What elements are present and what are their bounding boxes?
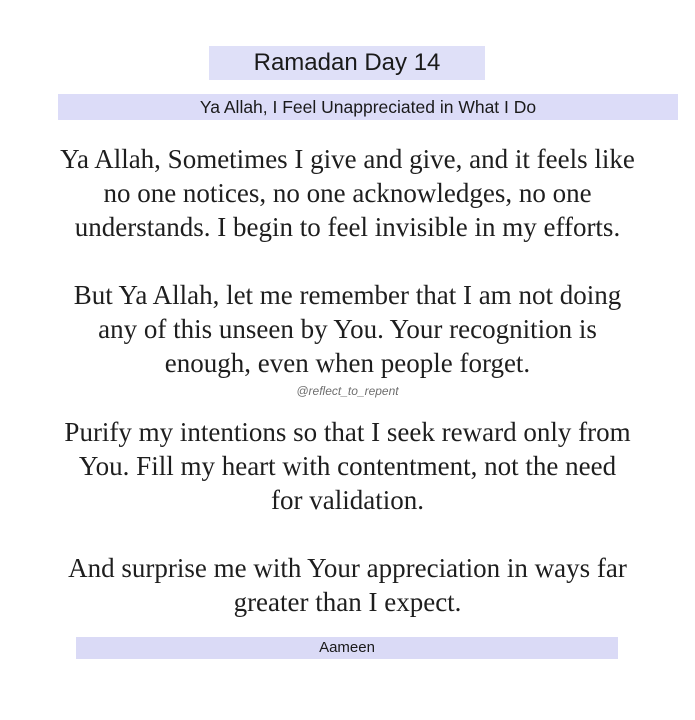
page-title: Ramadan Day 14 bbox=[209, 46, 485, 80]
page-subtitle: Ya Allah, I Feel Unappreciated in What I Do bbox=[58, 94, 678, 120]
paragraph-line: And surprise me with Your appreciation in ways far bbox=[68, 553, 627, 583]
paragraph-1 bbox=[20, 142, 675, 244]
paragraph-4 bbox=[20, 551, 675, 619]
paragraph-line: Purify my intentions so that I seek reward only from bbox=[64, 417, 631, 447]
paragraph-line: Ya Allah, Sometimes I give and give, and it feels like bbox=[60, 144, 635, 174]
closing-footer: Aameen bbox=[76, 637, 618, 659]
paragraph-line: But Ya Allah, let me remember that I am not doing bbox=[73, 280, 622, 310]
paragraph-3 bbox=[20, 415, 675, 517]
paragraph-2 bbox=[20, 278, 675, 380]
paragraph-line: no one notices, no one acknowledges, no one bbox=[103, 178, 592, 208]
paragraph-line: understands. I begin to feel invisible in my efforts. bbox=[74, 212, 621, 242]
paragraph-line: for validation. bbox=[271, 485, 424, 515]
paragraph-line: You. Fill my heart with contentment, not the need bbox=[78, 451, 617, 481]
paragraph-line: any of this unseen by You. Your recognition is bbox=[98, 314, 597, 344]
watermark-handle: @reflect_to_repent bbox=[296, 384, 399, 398]
paragraph-line: greater than I expect. bbox=[233, 587, 462, 617]
paragraph-line: enough, even when people forget. bbox=[164, 348, 531, 378]
